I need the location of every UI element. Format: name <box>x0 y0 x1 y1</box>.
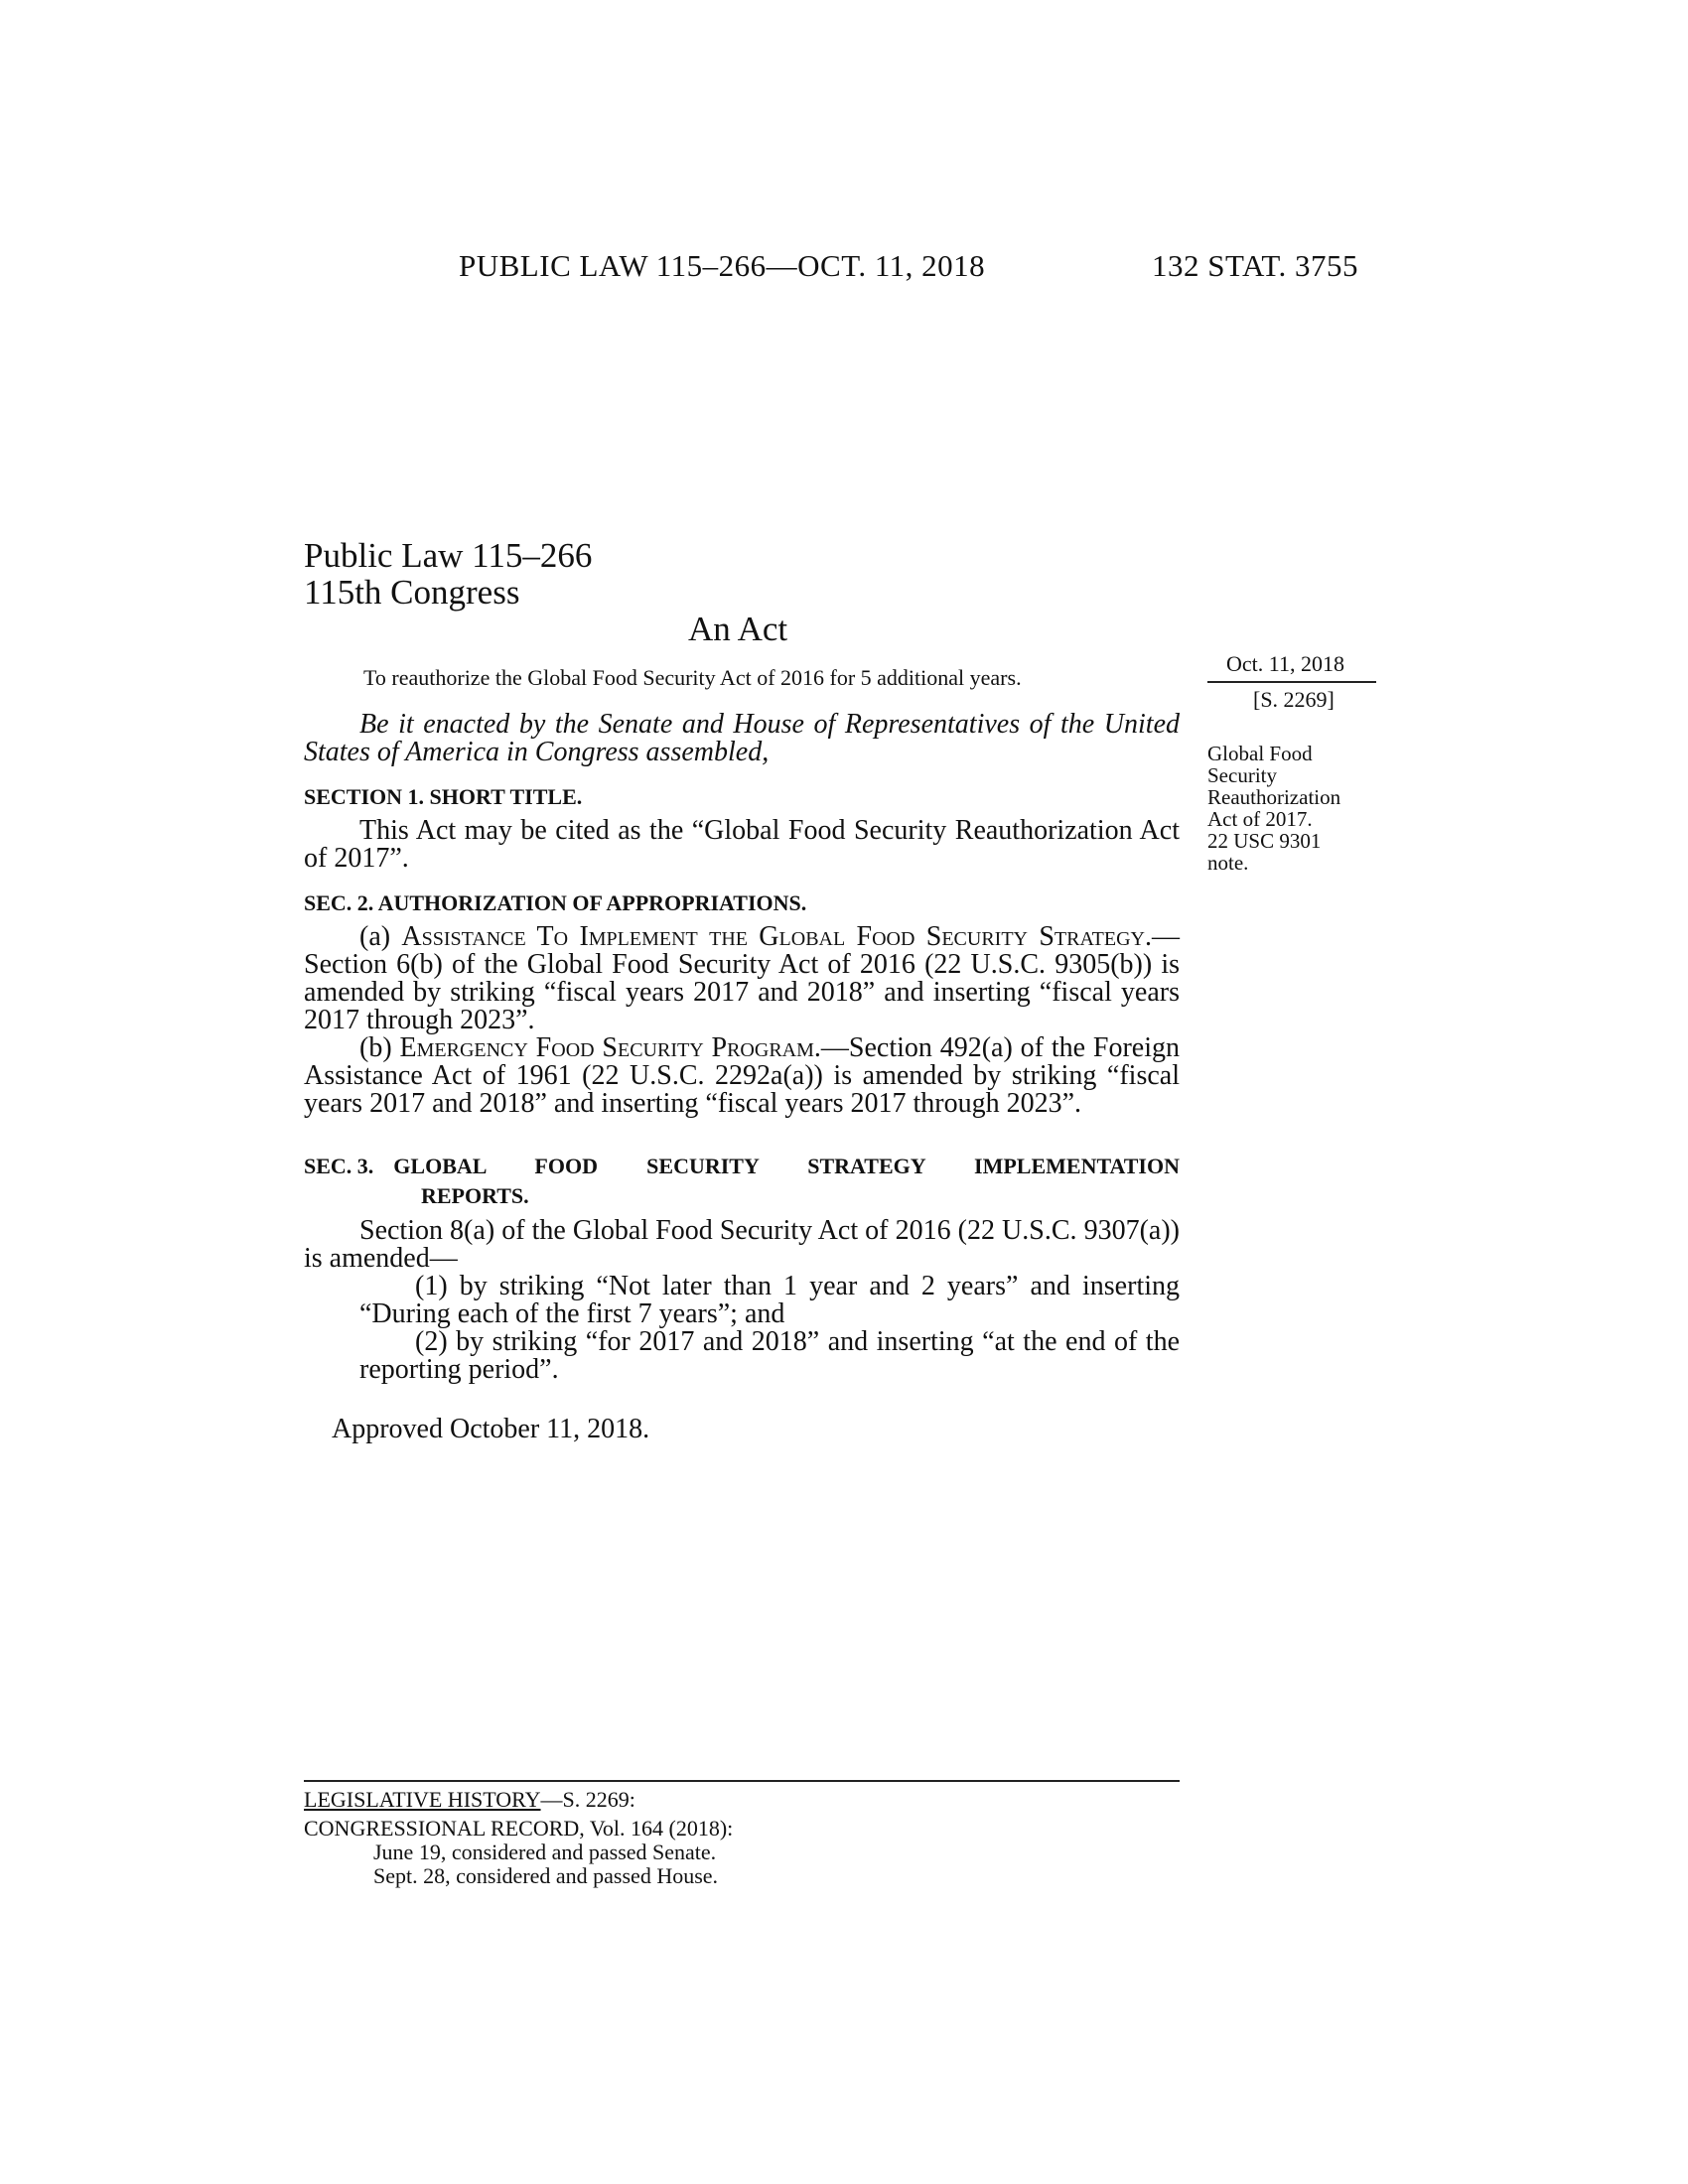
subsection-a-caption: Assistance To Implement the Global Food Security Strategy. <box>401 921 1153 952</box>
subsection-a-label: (a) <box>359 921 402 952</box>
section-3-item-1 <box>359 1273 1180 1328</box>
section-3-item-1-text: (1) by striking “Not later than 1 year and 2 years” and inserting “During each of the first 7 years”; and <box>359 1271 1180 1329</box>
margin-note-line: note. <box>1207 851 1249 875</box>
history-entry: June 19, considered and passed Senate. <box>373 1840 717 1864</box>
section-3-item-2-text: (2) by striking “for 2017 and 2018” and inserting “at the end of the reporting period”. <box>359 1326 1180 1385</box>
section-3-intro <box>304 1217 1180 1273</box>
legislative-history-bill: —S. 2269: <box>540 1787 635 1812</box>
running-header-stat-page: 132 STAT. 3755 <box>1152 248 1359 283</box>
subsection-a-text: —Section 6(b) of the Global Food Security Act of 2016 (22 U.S.C. 9305(b)) is amended by striking “fiscal years 2017 and 2018” and inserting “fiscal years 2017 through 2023”. <box>304 921 1181 1035</box>
act-heading: An Act <box>688 610 788 648</box>
section-3-item-2 <box>359 1328 1180 1384</box>
margin-note-line: Act of 2017. <box>1207 807 1313 831</box>
congressional-record-line: CONGRESSIONAL RECORD, Vol. 164 (2018): <box>304 1816 734 1841</box>
history-entry: Sept. 28, considered and passed House. <box>373 1863 719 1888</box>
section-2-heading: SEC. 2. AUTHORIZATION OF APPROPRIATIONS. <box>304 890 807 915</box>
section-3-heading-line2: REPORTS. <box>421 1183 529 1208</box>
act-purpose: To reauthorize the Global Food Security Act of 2016 for 5 additional years. <box>363 665 1022 690</box>
legislative-history-title <box>304 1787 635 1813</box>
enacting-clause <box>304 711 1180 766</box>
margin-divider <box>1207 681 1376 683</box>
margin-note-line: Global Food <box>1207 742 1313 765</box>
footer-divider <box>304 1780 1180 1782</box>
margin-note-line: Security <box>1207 763 1277 787</box>
margin-short-title-note <box>1207 743 1386 874</box>
legislative-history-label: LEGISLATIVE HISTORY <box>304 1787 541 1812</box>
margin-date: Oct. 11, 2018 <box>1226 651 1344 676</box>
subsection-b-caption: Emergency Food Security Program. <box>399 1032 821 1063</box>
margin-note-line: Reauthorization <box>1207 785 1341 809</box>
enacting-clause-text: Be it enacted by the Senate and House of Representatives of the United States of America in Congress assembled, <box>304 709 1180 767</box>
public-law-title: Public Law 115–266 <box>304 536 593 575</box>
section-3-heading <box>304 1154 1180 1209</box>
section-2-subsection-b <box>304 1034 1180 1118</box>
section-3-heading-line1: GLOBAL FOOD SECURITY STRATEGY IMPLEMENTATION <box>393 1154 1180 1178</box>
margin-bill-number: [S. 2269] <box>1253 687 1335 712</box>
approved-date: Approved October 11, 2018. <box>332 1414 650 1444</box>
congress-label: 115th Congress <box>304 573 520 612</box>
section-3-intro-text: Section 8(a) of the Global Food Security Act of 2016 (22 U.S.C. 9307(a)) is amended— <box>304 1215 1180 1274</box>
section-1-heading: SECTION 1. SHORT TITLE. <box>304 784 583 809</box>
section-3-number: SEC. 3. <box>304 1154 374 1178</box>
subsection-b-label: (b) <box>359 1032 400 1063</box>
section-1-text: This Act may be cited as the “Global Food Security Reauthorization Act of 2017”. <box>304 815 1180 874</box>
section-2-subsection-a <box>304 923 1180 1034</box>
section-1-body <box>304 817 1180 873</box>
running-header-law-date: PUBLIC LAW 115–266—OCT. 11, 2018 <box>459 248 986 283</box>
margin-note-line: 22 USC 9301 <box>1207 829 1322 853</box>
subsection-b-text: —Section 492(a) of the Foreign Assistance Act of 1961 (22 U.S.C. 2292a(a)) is amended by striking “fiscal years 2017 and 2018” and inserting “fiscal years 2017 through 2023”. <box>304 1032 1180 1119</box>
